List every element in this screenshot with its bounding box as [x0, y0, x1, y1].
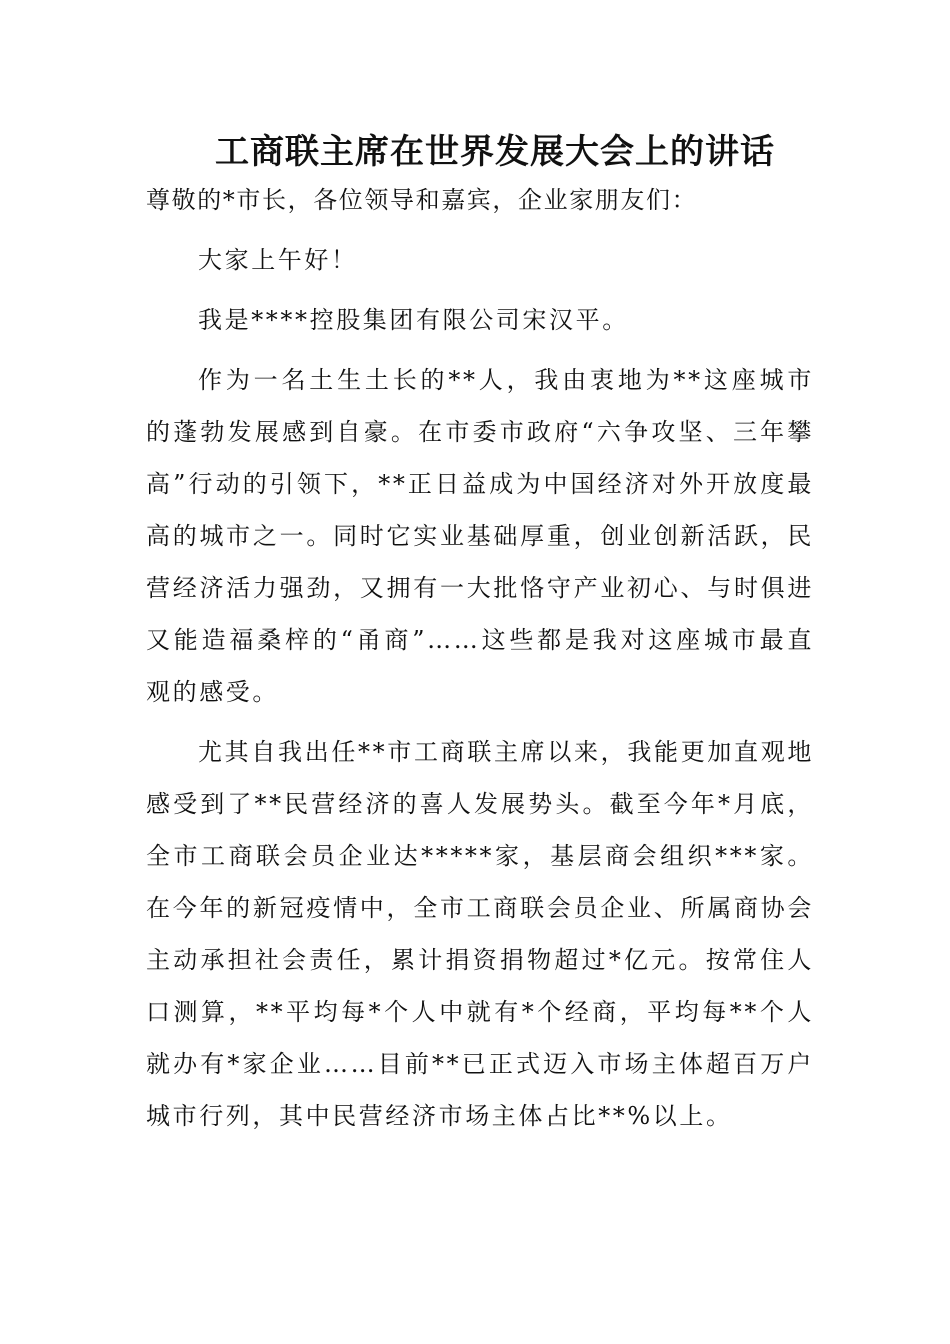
document-title: 工商联主席在世界发展大会上的讲话 — [215, 132, 775, 172]
greeting-paragraph: 大家上午好！ — [198, 246, 358, 274]
private-economy-paragraph: 尤其自我出任**市工商联主席以来，我能更加直观地感受到了**民营经济的喜人发展势头。截至今年*月底，全市工商联会员企业达*****家，基层商会组织***家。在今年的新冠疫情中，全市工商联会员企业、所属商协会主动承担社会责任，累计捐资捐物超过*亿元。按常住人口测算，**平均每*个人中就有*个经商，平均每**个人就办有*家企业……目前**已正式迈入市场主体超百万户城市行列，其中民营经济市场主体占比**%以上。 — [146, 738, 814, 1130]
salutation-paragraph: 尊敬的*市长，各位领导和嘉宾，企业家朋友们： — [146, 186, 698, 214]
city-pride-paragraph: 作为一名土生土长的**人，我由衷地为**这座城市的蓬勃发展感到自豪。在市委市政府“六争攻坚、三年攀高”行动的引领下，**正日益成为中国经济对外开放度最高的城市之一。同时它实业基础厚重，创业创新活跃，民营经济活力强劲，又拥有一大批恪守产业初心、与时俱进又能造福桑梓的“甬商”……这些都是我对这座城市最直观的感受。 — [146, 366, 814, 706]
document-body — [146, 174, 814, 1150]
introduction-paragraph: 我是****控股集团有限公司宋汉平。 — [198, 306, 629, 334]
